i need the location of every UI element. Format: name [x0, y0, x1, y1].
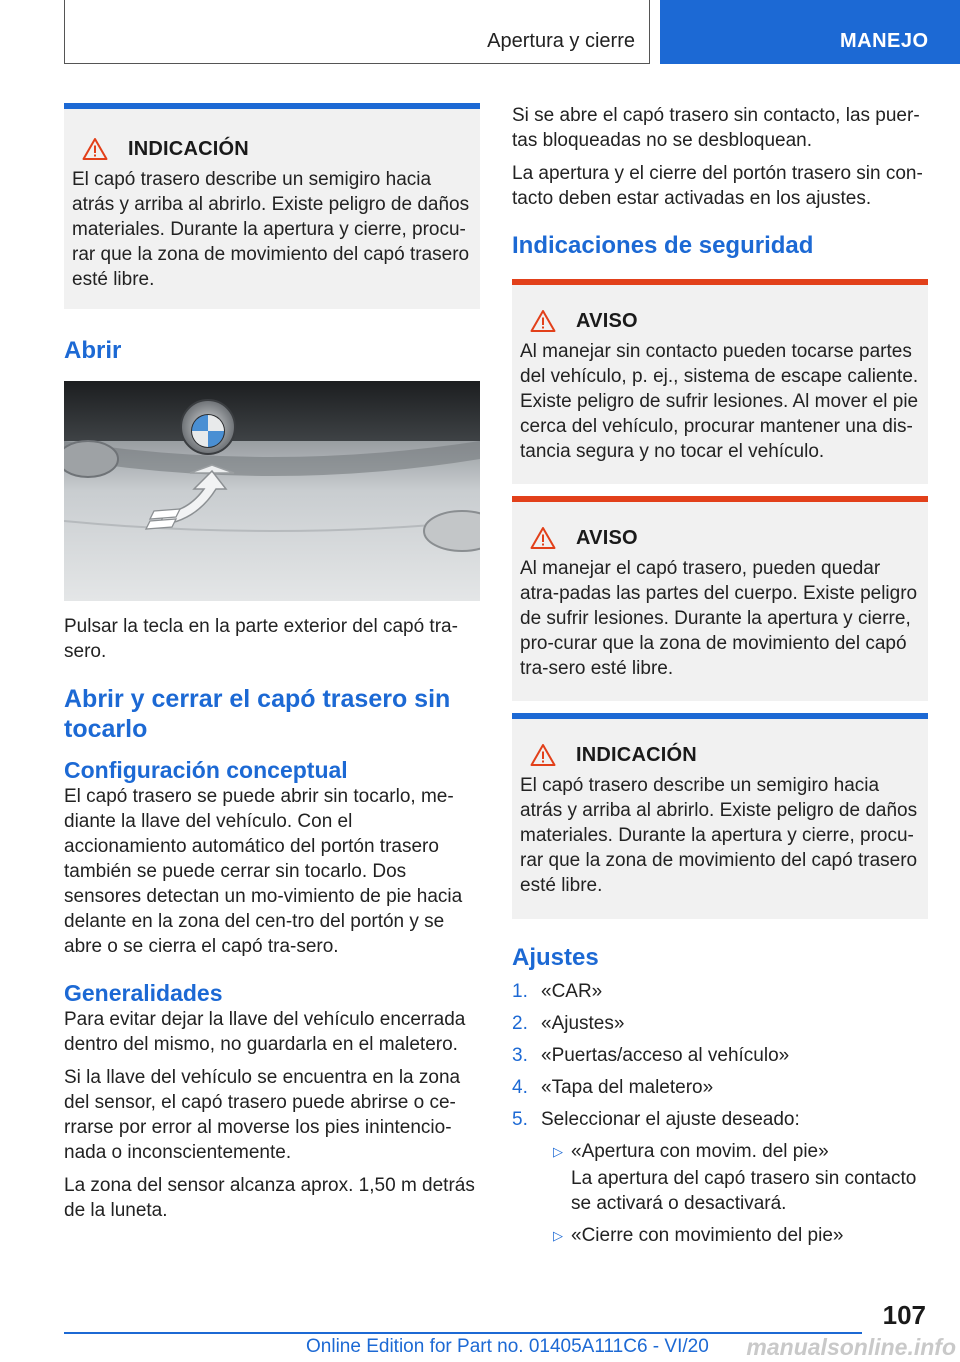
warning-title: AVISO: [576, 309, 638, 332]
footer-divider: [64, 1332, 862, 1334]
warning-triangle-icon: [530, 743, 556, 767]
intro-paragraph-1: Si se abre el capó trasero sin contacto, las puer-tas bloqueadas no se desbloquean.: [512, 105, 920, 151]
list-item: [512, 979, 928, 1004]
warning-box: [512, 496, 928, 701]
step-number: 5.: [512, 1109, 528, 1130]
step-text: «Puertas/acceso al vehículo»: [541, 1045, 790, 1066]
intro-paragraph-2: La apertura y el cierre del portón trasero sin con-tacto deben estar activadas en los ajustes.: [512, 163, 923, 209]
sub-item-text: «Cierre con movimiento del pie»: [571, 1225, 844, 1246]
step-number: 2.: [512, 1013, 528, 1034]
left-column: [64, 103, 480, 1231]
triangle-bullet-icon: ▷: [553, 1144, 563, 1159]
step-text: «Tapa del maletero»: [541, 1077, 714, 1098]
warning-text: Al manejar sin contacto pueden tocarse partes del vehículo, p. ej., sistema de escape caliente. Existe peligro de sufrir lesiones. Al mover el pie cerca del vehículo, procurar mantener una dis-tancia segura y no tocar el vehículo.: [520, 341, 919, 462]
warning-triangle-icon: [530, 309, 556, 333]
chapter-tab: [660, 0, 960, 64]
list-item: [512, 1011, 928, 1036]
edition-text: Online Edition for Part no. 01405A111C6 - VI/20: [306, 1336, 709, 1357]
step-text: Seleccionar el ajuste deseado:: [541, 1109, 800, 1130]
step-text: «CAR»: [541, 981, 603, 1002]
list-item: [512, 1043, 928, 1068]
general-paragraph-2: Si la llave del vehículo se encuentra en la zona del sensor, el capó trasero puede abrirse o ce-rrarse por error al moverse los pies inintencio-nada o inconscientemente.: [64, 1067, 461, 1163]
chapter-title: MANEJO: [840, 30, 929, 52]
general-paragraph-1: Para evitar dejar la llave del vehículo encerrada dentro del mismo, no guardarla en el maletero.: [64, 1009, 466, 1055]
settings-steps-list: [512, 979, 928, 1132]
subheading-concept: Configuración conceptual: [64, 757, 348, 783]
notice-header: [82, 135, 472, 163]
right-column: [512, 103, 928, 1250]
watermark: manualsonline.info: [746, 1334, 956, 1360]
page-header: [0, 0, 960, 66]
sub-item-text: «Apertura con movim. del pie»: [571, 1141, 829, 1162]
page-number: 107: [882, 1300, 926, 1330]
section-title: Apertura y cierre: [487, 30, 635, 52]
abrir-instruction: Pulsar la tecla en la parte exterior del capó tra-sero.: [64, 616, 458, 662]
warning-header: [530, 307, 920, 335]
general-paragraph-3: La zona del sensor alcanza aprox. 1,50 m detrás de la luneta.: [64, 1175, 475, 1221]
trunk-button-illustration: [64, 381, 480, 601]
warning-text: Al manejar el capó trasero, pueden quedar atra-padas las partes del cuerpo. Existe peligro de sufrir lesiones. Durante la apertura y cierre, pro-curar que la zona de movimiento del capó tra-sero esté libre.: [520, 558, 918, 679]
warning-header: [530, 524, 920, 552]
warning-title: AVISO: [576, 526, 638, 549]
step-number: 4.: [512, 1077, 528, 1098]
step-number: 1.: [512, 981, 528, 1002]
notice-text: El capó trasero describe un semigiro hacia atrás y arriba al abrirlo. Existe peligro de daños materiales. Durante la apertura y cierre, procu-rar que la zona de movimiento del capó trasero esté libre.: [520, 775, 918, 896]
notice-title: INDICACIÓN: [128, 137, 249, 160]
sub-list-item: [541, 1223, 928, 1248]
section-heading-safety: Indicaciones de seguridad: [512, 232, 814, 259]
subheading-general: Generalidades: [64, 980, 223, 1006]
warning-box: [512, 279, 928, 484]
sub-item-description: La apertura del capó trasero sin contacto se activará o desactivará.: [571, 1168, 917, 1214]
notice-box: [512, 713, 928, 919]
warning-triangle-icon: [530, 526, 556, 550]
section-tab: [64, 0, 650, 64]
trunk-lid-photo: [64, 381, 480, 601]
step-number: 3.: [512, 1045, 528, 1066]
notice-text: El capó trasero describe un semigiro hacia atrás y arriba al abrirlo. Existe peligro de daños materiales. Durante la apertura y cierre, procu-rar que la zona de movimiento del capó trasero esté libre.: [72, 169, 470, 290]
list-item: [512, 1107, 928, 1132]
section-heading-ajustes: Ajustes: [512, 944, 599, 971]
warning-triangle-icon: [82, 137, 108, 161]
notice-header: [530, 741, 920, 769]
section-heading-abrir: Abrir: [64, 337, 122, 364]
sub-list-item: [541, 1139, 928, 1164]
concept-text: El capó trasero se puede abrir sin tocarlo, me-diante la llave del vehículo. Con el accionamiento automático del portón trasero también se puede cerrar sin tocarlo. Dos sensores detectan un mo-vimiento de pie hacia delante en la zona del cen-tro del portón y se abre o se cierra el capó tra-sero.: [64, 786, 463, 957]
notice-title: INDICACIÓN: [576, 743, 697, 766]
step-text: «Ajustes»: [541, 1013, 625, 1034]
notice-box: [64, 103, 480, 309]
list-item: [512, 1075, 928, 1100]
page-footer: [0, 1300, 960, 1362]
section-heading-touchless: Abrir y cerrar el capó trasero sin tocarlo: [64, 685, 451, 743]
triangle-bullet-icon: ▷: [553, 1228, 563, 1243]
